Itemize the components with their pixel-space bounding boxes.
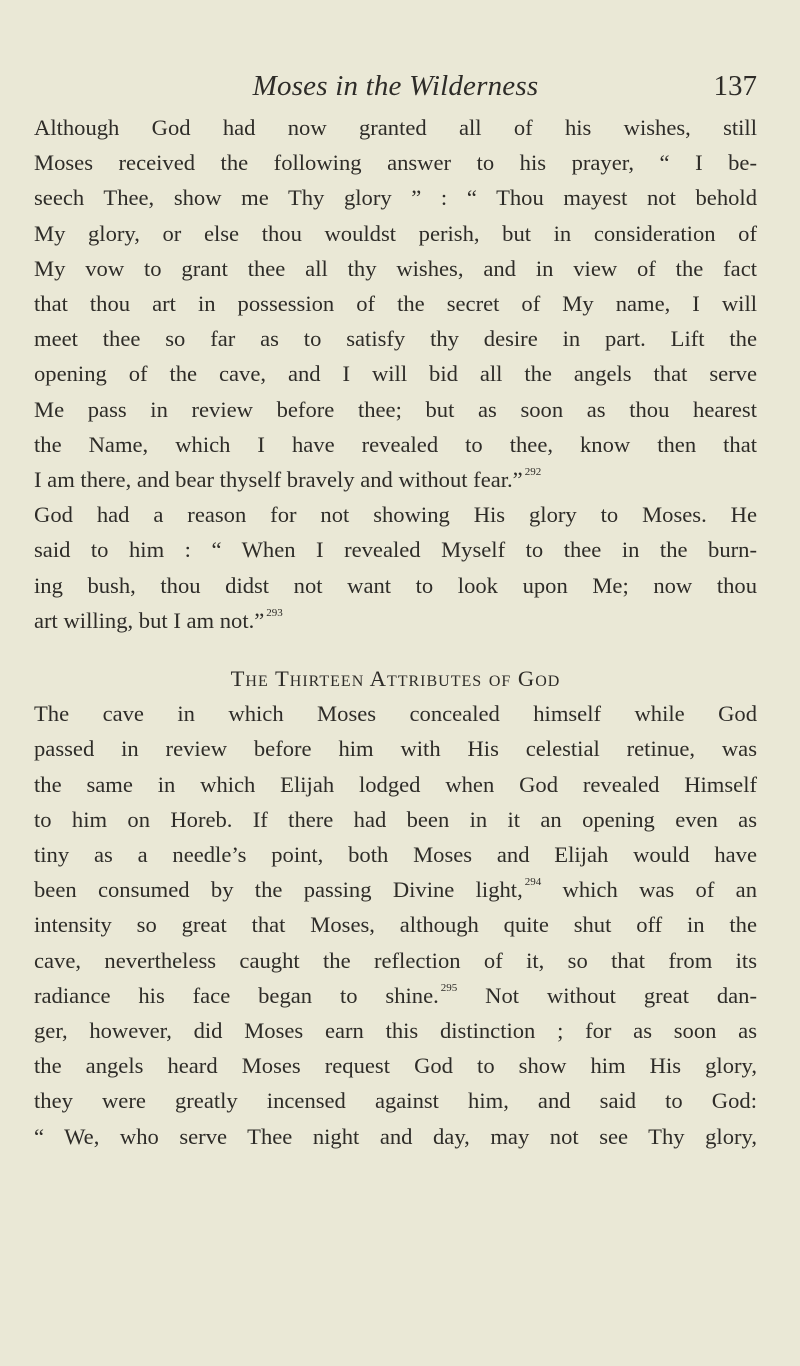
text-line bbox=[34, 603, 757, 638]
text-line bbox=[34, 872, 757, 907]
text-line: tiny as a needle’s point, both Moses and Elijah would have bbox=[34, 842, 757, 868]
paragraph-1 bbox=[34, 110, 757, 497]
text-segment: which was of an bbox=[541, 877, 757, 903]
text-segment: radiance his face began to shine. bbox=[34, 982, 439, 1008]
text-line: intensity so great that Moses, although quite shut off in the bbox=[34, 912, 757, 938]
text-line: opening of the cave, and I will bid all the angels that serve bbox=[34, 361, 757, 387]
running-head bbox=[34, 70, 757, 110]
text-line: seech Thee, show me Thy glory ” : “ Thou mayest not behold bbox=[34, 185, 757, 211]
section-heading: The Thirteen Attributes of God bbox=[230, 666, 561, 692]
text-line: “ We, who serve Thee night and day, may not see Thy glory, bbox=[34, 1123, 757, 1149]
text-line: meet thee so far as to satisfy thy desire in part. Lift the bbox=[34, 326, 757, 352]
text-line bbox=[34, 978, 757, 1013]
text-line: passed in review before him with His celestial retinue, was bbox=[34, 736, 757, 762]
text-line: said to him : “ When I revealed Myself to thee in the burn- bbox=[34, 537, 757, 563]
text-line: the same in which Elijah lodged when God revealed Himself bbox=[34, 771, 757, 797]
text-line: the Name, which I have revealed to thee, know then that bbox=[34, 431, 757, 457]
text-line: Moses received the following answer to his prayer, “ I be- bbox=[34, 150, 757, 176]
paragraph-3 bbox=[34, 696, 757, 1154]
running-head-title: Moses in the Wilderness bbox=[252, 70, 539, 102]
footnote-marker: 293 bbox=[266, 606, 283, 619]
footnote-marker: 294 bbox=[524, 876, 542, 889]
paragraph-2 bbox=[34, 497, 757, 638]
text-line: they were greatly incensed against him, and said to God: bbox=[34, 1088, 757, 1114]
text-line: Me pass in review before thee; but as soon as thou hearest bbox=[34, 396, 757, 422]
text-line: My vow to grant thee all thy wishes, and in view of the fact bbox=[34, 255, 757, 281]
text-line: the angels heard Moses request God to show him His glory, bbox=[34, 1053, 757, 1079]
footnote-marker: 292 bbox=[524, 466, 542, 479]
body-text bbox=[34, 110, 757, 1154]
text-segment: been consumed by the passing Divine light, bbox=[34, 877, 523, 903]
footnote-marker: 295 bbox=[440, 981, 458, 994]
text-line: My glory, or else thou wouldst perish, but in consideration of bbox=[34, 220, 757, 246]
text-line: Although God had now granted all of his wishes, still bbox=[34, 115, 757, 140]
text-line: that thou art in possession of the secret of My name, I will bbox=[34, 291, 757, 317]
text-segment: art willing, but I am not.” bbox=[34, 607, 265, 633]
text-line: to him on Horeb. If there had been in it an opening even as bbox=[34, 806, 757, 832]
page-number: 137 bbox=[713, 70, 757, 102]
text-line: ing bush, thou didst not want to look upon Me; now thou bbox=[34, 572, 757, 598]
text-line: The cave in which Moses concealed himself while God bbox=[34, 701, 757, 727]
text-segment: Not without great dan- bbox=[457, 982, 757, 1008]
book-page bbox=[34, 70, 757, 1154]
text-segment: I am there, and bear thyself bravely and without fear.” bbox=[34, 467, 523, 493]
text-line: God had a reason for not showing His glory to Moses. He bbox=[34, 502, 757, 528]
text-line bbox=[34, 462, 757, 497]
text-line: cave, nevertheless caught the reflection of it, so that from its bbox=[34, 947, 757, 973]
text-line: ger, however, did Moses earn this distinction ; for as soon as bbox=[34, 1018, 757, 1044]
